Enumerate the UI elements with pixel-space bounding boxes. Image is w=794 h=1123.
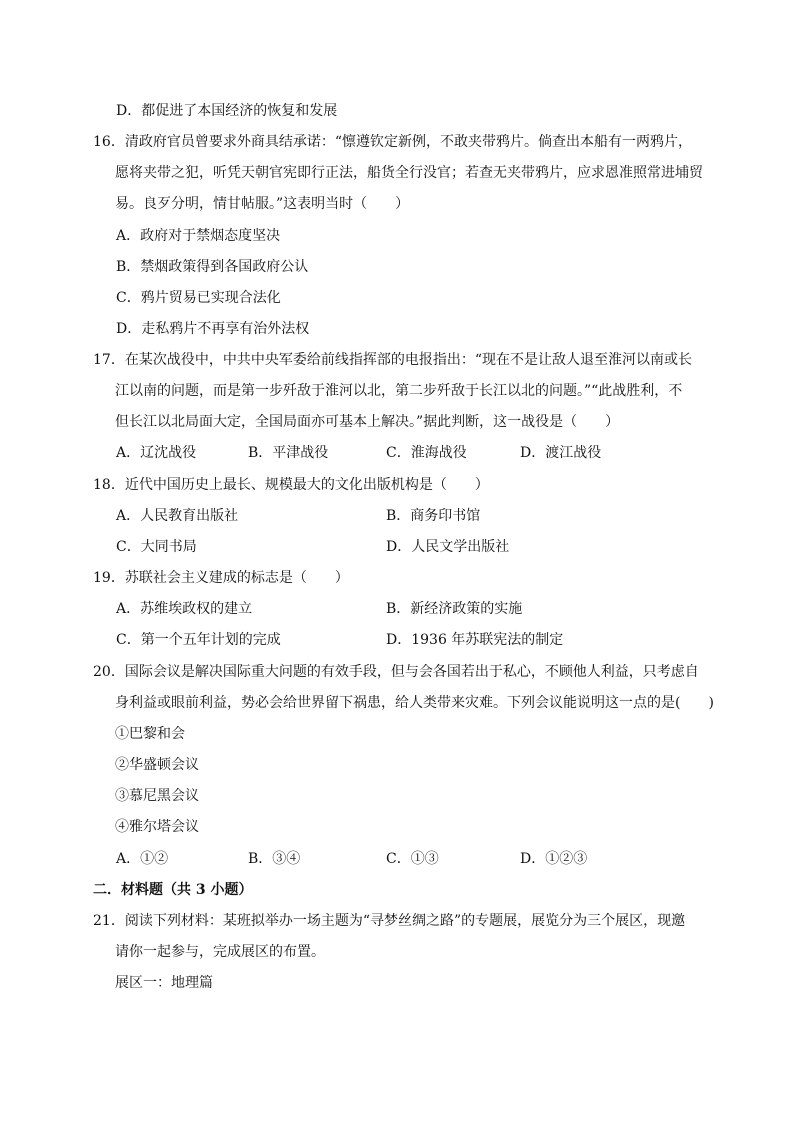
q16-option-d: D．走私鸦片不再享有治外法权 — [116, 321, 310, 337]
q16-stem-line-3: 易。良歹分明，情甘帖服。”这表明当时（ ） — [115, 196, 410, 212]
q17-stem-line-3: 但长江以北局面大定，全国局面亦可基本上解决。”据此判断，这一战役是（ ） — [115, 414, 620, 430]
q19-option-a: A．苏维埃政权的建立 — [116, 601, 253, 617]
q19-stem: 19．苏联社会主义建成的标志是（ ） — [93, 570, 349, 586]
q18-stem: 18．近代中国历史上最长、规模最大的文化出版机构是（ ） — [93, 477, 489, 493]
q20-option-a: A．①② — [116, 851, 169, 867]
q20-stem-line-2: 身利益或眼前利益，势必会给世界留下祸患，给人类带来灾难。下列会议能说明这一点的是( ) — [115, 695, 714, 711]
section-title: 二．材料题（共 3 小题） — [93, 882, 253, 898]
q17-option-a: A．辽沈战役 — [116, 445, 197, 461]
q16-option-b: B．禁烟政策得到各国政府公认 — [116, 259, 309, 275]
q17-option-c: C．淮海战役 — [386, 445, 467, 461]
q17-stem-line-2: 江以南的问题，而是第一步歼敌于淮河以北，第二步歼敌于长江以北的问题。”“此战胜利，不 — [115, 383, 683, 399]
q18-option-a: A．人民教育出版社 — [116, 508, 239, 524]
q20-item-3: ③慕尼黑会议 — [115, 788, 199, 804]
q20-item-1: ①巴黎和会 — [115, 726, 185, 742]
q16-stem-line-1: 16．清政府官员曾要求外商具结承诺：“懔遵钦定新例，不敢夹带鸦片。倘查出本船有一两鸦片， — [93, 134, 692, 150]
q19-option-c: C．第一个五年计划的完成 — [116, 632, 281, 648]
q17-stem-line-1: 17．在某次战役中，中共中央军委给前线指挥部的电报指出：“现在不是让敌人退至淮河以南或长 — [93, 352, 692, 368]
q18-option-c: C．大同书局 — [116, 539, 197, 555]
q18-option-b: B．商务印书馆 — [386, 508, 481, 524]
q15-option-d: D．都促进了本国经济的恢复和发展 — [116, 103, 338, 119]
q20-item-2: ②华盛顿会议 — [115, 757, 199, 773]
q16-option-c: C．鸦片贸易已实现合法化 — [116, 290, 281, 306]
q20-option-c: C．①③ — [386, 851, 439, 867]
q16-option-a: A．政府对于禁烟态度坚决 — [116, 228, 281, 244]
q20-item-4: ④雅尔塔会议 — [115, 819, 199, 835]
q18-option-d: D．人民文学出版社 — [386, 539, 510, 555]
q16-stem-line-2: 愿将夹带之犯，听凭天朝官宪即行正法，船货全行没官；若查无夹带鸦片，应求恩准照常进埔贸 — [115, 165, 703, 181]
q19-option-d: D．1936 年苏联宪法的制定 — [386, 632, 564, 648]
q20-option-d: D．①②③ — [520, 851, 588, 867]
q21-stem-line-3: 展区一：地理篇 — [115, 975, 213, 991]
q21-stem-line-1: 21．阅读下列材料：某班拟举办一场主题为“寻梦丝绸之路”的专题展，展览分为三个展区，现邀 — [93, 913, 686, 929]
q21-stem-line-2: 请你一起参与，完成展区的布置。 — [115, 944, 325, 960]
q20-stem-line-1: 20．国际会议是解决国际重大问题的有效手段，但与会各国若出于私心，不顾他人利益，只考虑自 — [93, 664, 699, 680]
q17-option-d: D．渡江战役 — [520, 445, 602, 461]
q19-option-b: B．新经济政策的实施 — [386, 601, 523, 617]
q20-option-b: B．③④ — [248, 851, 301, 867]
q17-option-b: B．平津战役 — [248, 445, 329, 461]
